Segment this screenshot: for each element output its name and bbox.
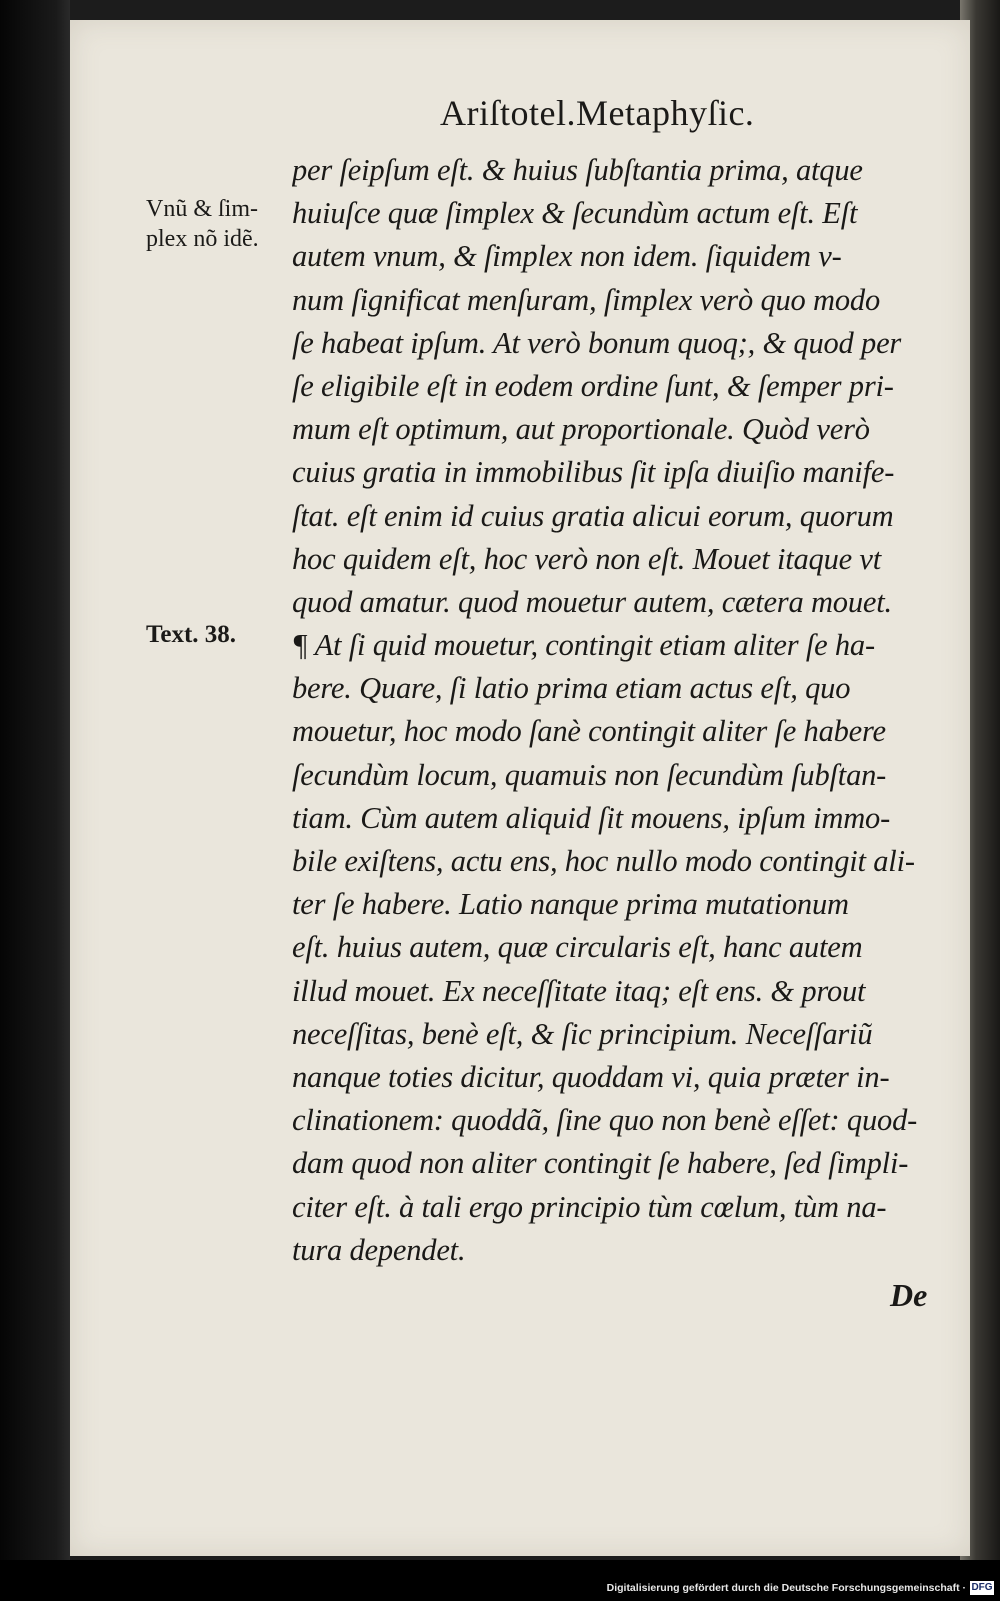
body-line: eſt. huius autem, quæ circularis eſt, hanc autem xyxy=(292,930,863,965)
body-line: num ſignificat menſuram, ſimplex verò quo modo xyxy=(292,282,881,317)
body-line: illud mouet. Ex neceſſitate itaq; eſt ens. & prout xyxy=(292,973,866,1008)
body-line: per ſeipſum eſt. & huius ſubſtantia prima, atque xyxy=(292,153,863,187)
marginal-text-number: Text. 38. xyxy=(146,621,237,648)
body-line: tura dependet. xyxy=(292,1232,466,1267)
funding-credit: Digitalisierung gefördert durch die Deutsche Forschungsgemeinschaft · xyxy=(606,1582,966,1594)
footer-bar xyxy=(0,1560,1000,1601)
body-line: quod amatur. quod mouetur autem, cætera mouet. xyxy=(292,584,892,619)
body-line: mum eſt optimum, aut proportionale. Quòd verò xyxy=(292,412,870,447)
marginal-note-line: plex nõ idẽ. xyxy=(146,226,259,252)
body-text xyxy=(292,149,940,1272)
body-line: ſe habeat ipſum. At verò bonum quoq;, & quod per xyxy=(292,325,902,360)
body-line: citer eſt. à tali ergo principio tùm cœlum, tùm na- xyxy=(292,1189,887,1224)
body-line: nanque toties dicitur, quoddam vi, quia præter in- xyxy=(292,1059,890,1094)
body-line: ter ſe habere. Latio nanque prima mutationum xyxy=(292,887,849,922)
body-line: ſtat. eſt enim id cuius gratia alicui eorum, quorum xyxy=(292,498,894,533)
marginal-note-unum xyxy=(146,194,259,254)
body-line: clinationem: quoddã, ſine quo non benè eſſet: quod- xyxy=(292,1103,918,1138)
body-line: dam quod non aliter contingit ſe habere, ſed ſimpli- xyxy=(292,1146,909,1181)
body-line: ſe eligibile eſt in eodem ordine ſunt, & ſemper pri- xyxy=(292,368,894,403)
body-line: tiam. Cùm autem aliquid ſit mouens, ipſum immo- xyxy=(292,800,891,835)
body-line: ¶ At ſi quid mouetur, contingit etiam aliter ſe ha- xyxy=(292,628,875,663)
body-line: hoc quidem eſt, hoc verò non eſt. Mouet itaque vt xyxy=(292,541,882,576)
body-line: mouetur, hoc modo ſanè contingit aliter ſe habere xyxy=(292,714,886,749)
body-line: ſecundùm locum, quamuis non ſecundùm ſubſtan- xyxy=(292,757,887,792)
catchword: De xyxy=(890,1277,928,1313)
body-line: cuius gratia in immobilibus ſit ipſa diuiſio manife- xyxy=(292,455,895,490)
body-line: bile exiſtens, actu ens, hoc nullo modo contingit ali- xyxy=(292,844,915,878)
book-page xyxy=(70,20,970,1556)
running-head: Ariſtotel.Metaphyſic. xyxy=(440,93,755,133)
body-line: neceſſitas, benè eſt, & ſic principium. Neceſſariũ xyxy=(292,1016,873,1051)
body-line: autem vnum, & ſimplex non idem. ſiquidem v- xyxy=(292,239,842,274)
scan-background-left xyxy=(0,0,70,1560)
body-line: bere. Quare, ſi latio prima etiam actus eſt, quo xyxy=(292,671,851,706)
dfg-logo: DFG xyxy=(971,1582,993,1593)
marginal-note-line: Vnũ & ſim- xyxy=(146,196,258,222)
body-line: huiuſce quæ ſimplex & ſecundùm actum eſt. Eſt xyxy=(292,196,858,231)
